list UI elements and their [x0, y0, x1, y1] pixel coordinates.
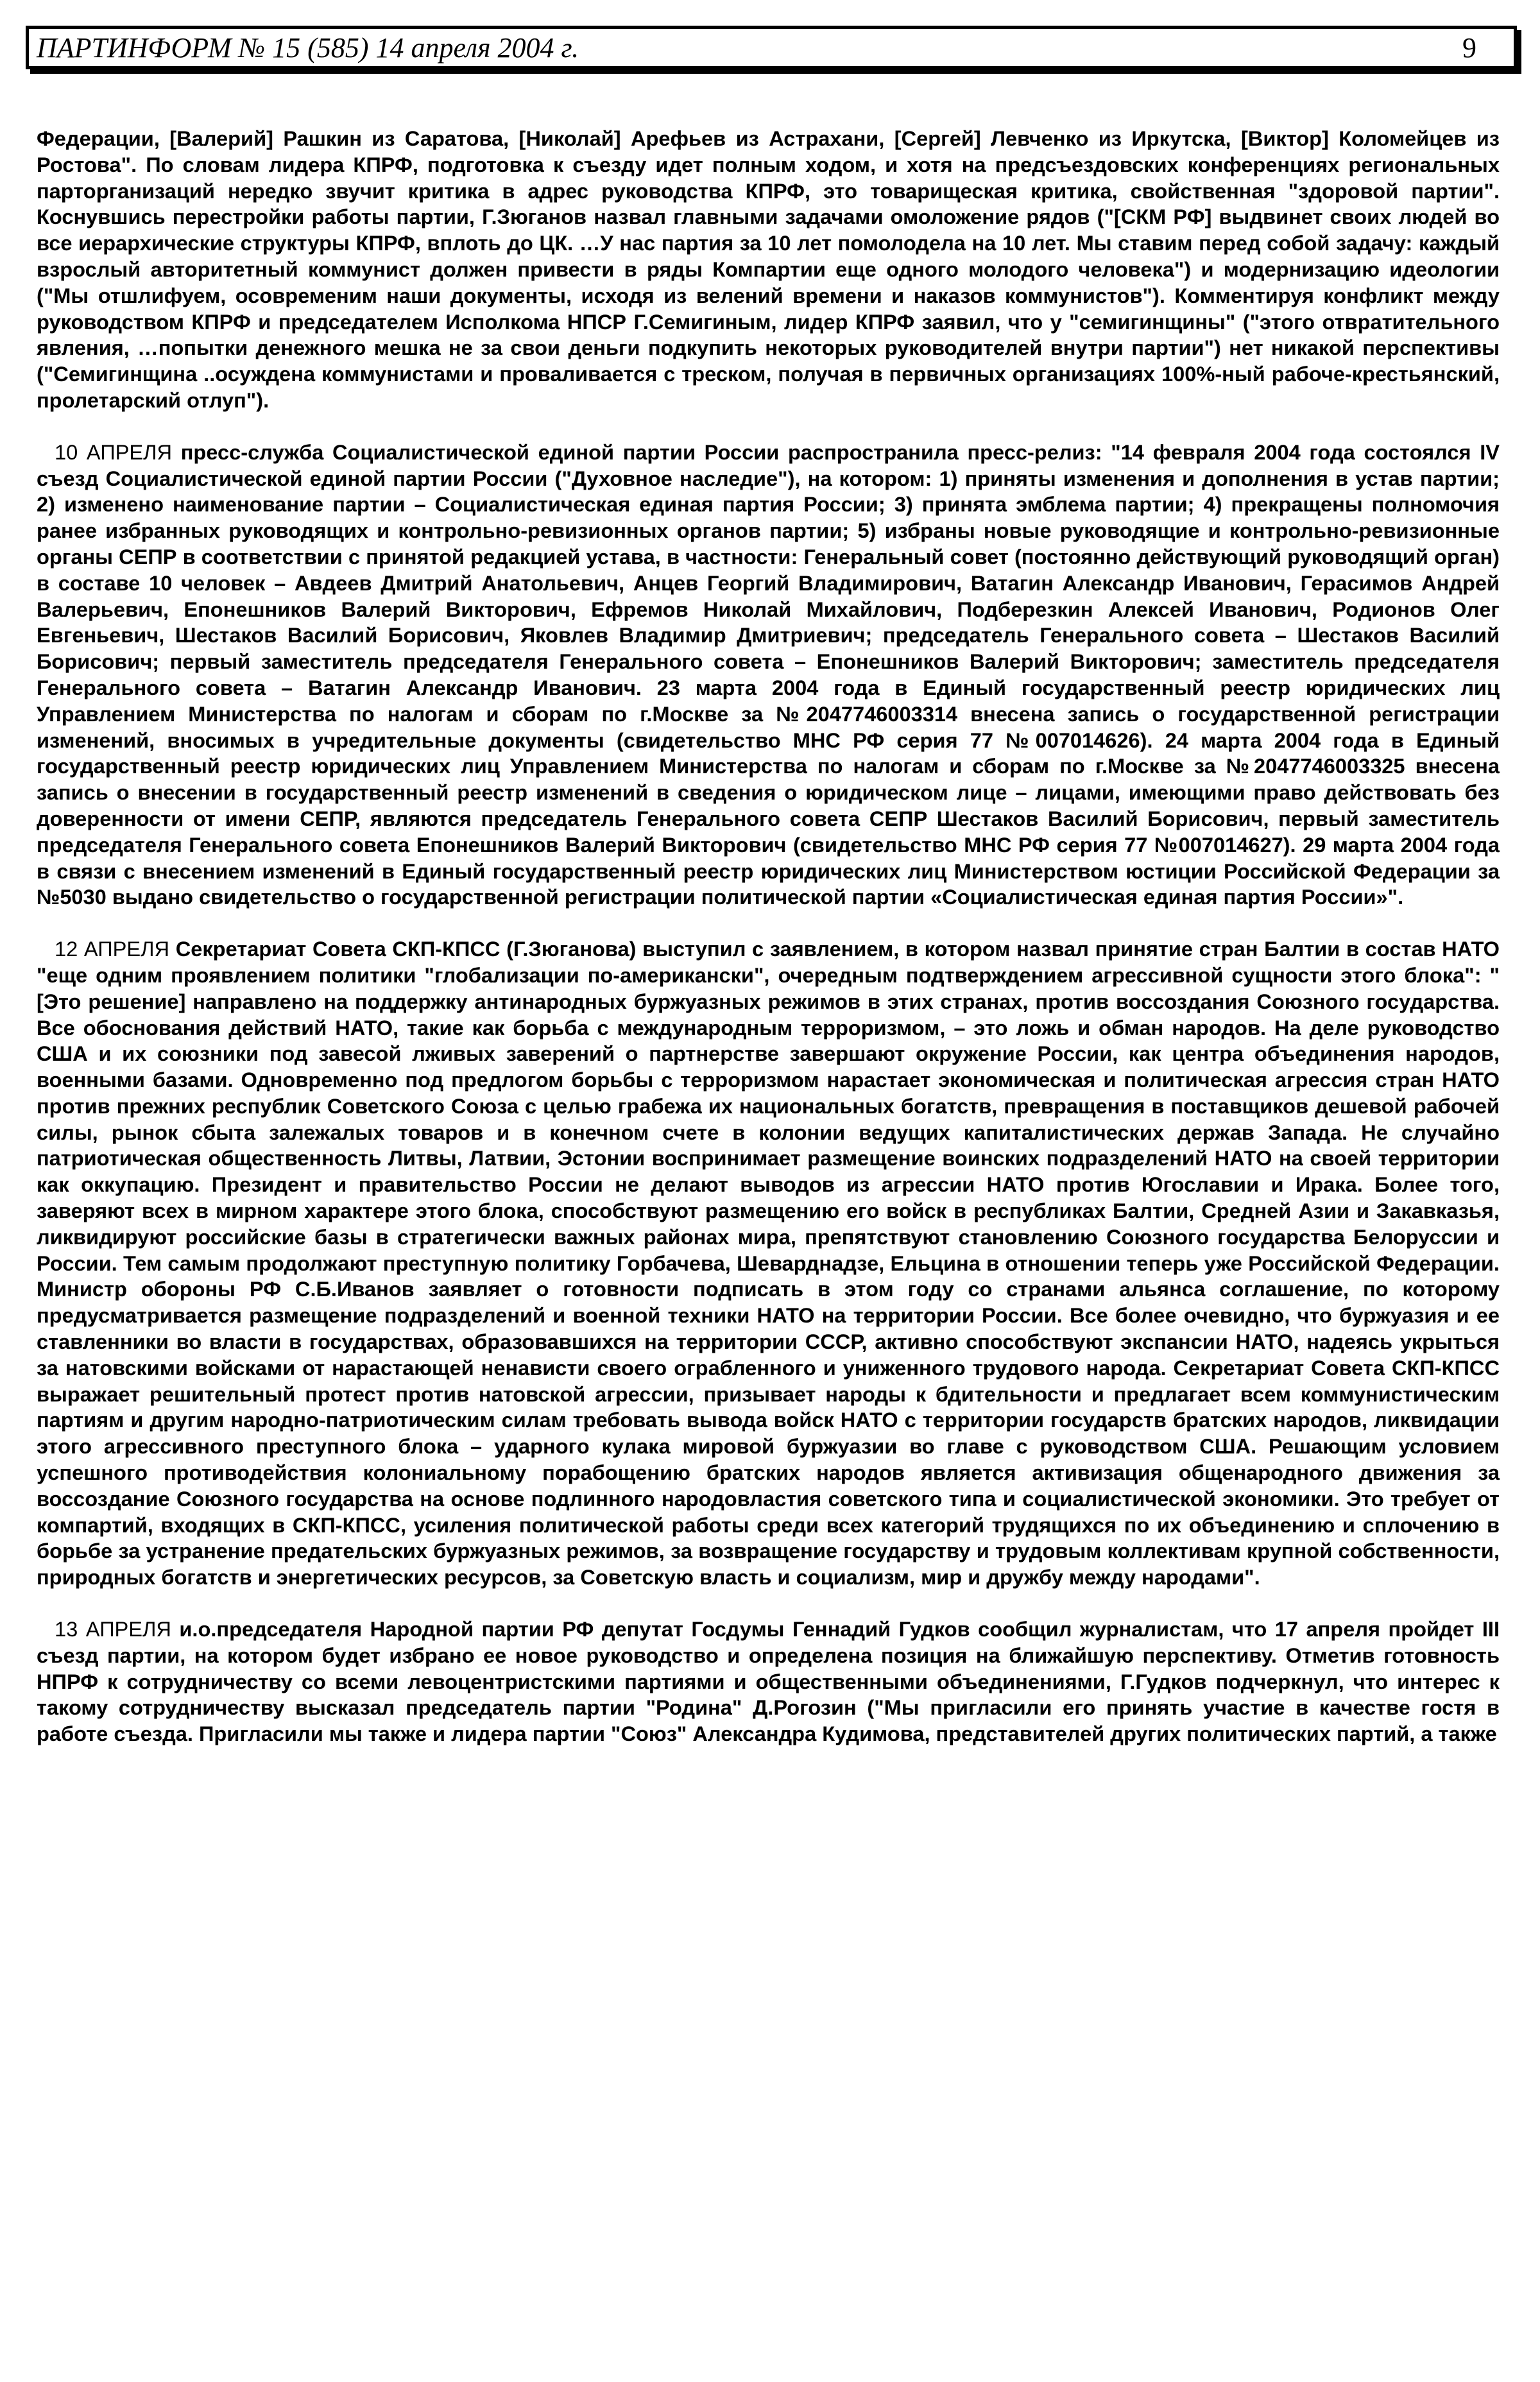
- paragraph-april-12: [37, 936, 1500, 1591]
- article-body: [37, 126, 1500, 1747]
- publication-title: ПАРТИНФОРМ № 15 (585) 14 апреля 2004 г.: [37, 32, 579, 64]
- page-number: 9: [1462, 32, 1476, 64]
- paragraph-text: и.о.председателя Народной партии РФ депутат Госдумы Геннадий Гудков сообщил журналистам, что 17 апреля пройдет III съезд партии, на котором будет избрано ее новое руководство и определена позиция на ближайшую перспективу. Отметив готовность НПРФ к сотрудничеству со всеми левоцентристскими партиями и общественными объединениями, Г.Гудков подчеркнул, что интерес к такому сотрудничеству высказал председатель партии "Родина" Д.Рогозин ("Мы пригласили его принять участие в качестве гостя в работе съезда. Пригласили мы также и лидера партии "Союз" Александра Кудимова, представителей других политических партий, а также: [37, 1617, 1500, 1746]
- paragraph-continuation: [37, 126, 1500, 414]
- paragraph-text: Секретариат Совета СКП-КПСС (Г.Зюганова) выступил с заявлением, в котором назвал принятие стран Балтии в состав НАТО "еще одним проявлением политики "глобализации по-американски", очередным подтверждением агрессивной сущности этого блока": "[Это решение] направлено на поддержку антинародных буржуазных режимов в этих странах, против воссоздания Союзного государства. Все обоснования действий НАТО, такие как борьба с международным терроризмом, – это ложь и обман народов. На деле руководство США и их союзники под завесой лживых заверений о партнерстве завершают окружение России, как центра объединения народов, военными базами. Одновременно под предлогом борьбы с терроризмом нарастает экономическая и политическая агрессия стран НАТО против прежних республик Советского Союза с целью грабежа их национальных богатств, превращения в поставщиков дешевой рабочей силы, рынок сбыта залежалых товаров и в конечном счете в колонии ведущих капиталистических держав Запада. Не случайно патриотическая общественность Литвы, Латвии, Эстонии воспринимает размещение воинских подразделений НАТО на своей территории как оккупацию. Президент и правительство России не делают выводов из агрессии НАТО против Югославии и Ирака. Более того, заверяют всех в мирном характере этого блока, способствуют размещению его войск в республиках Балтии, Средней Азии и Закавказья, ликвидируют российские базы в стратегически важных районах мира, препятствуют становлению Союзного государства Белоруссии и России. Тем самым продолжают преступную политику Горбачева, Шеварднадзе, Ельцина в отношении теперь уже Российской Федерации. Министр обороны РФ С.Б.Иванов заявляет о готовности подписать в этом году со странами альянса соглашение, по которому предусматривается размещение подразделений и военной техники НАТО на территории России. Все более очевидно, что буржуазия и ее ставленники во власти в государствах, образовавшихся на территории СССР, активно способствуют экспансии НАТО, надеясь укрыться за натовскими войсками от нарастающей ненависти своего ограбленного и униженного трудового народа. Секретариат Совета СКП-КПСС выражает решительный протест против натовской агрессии, призывает народы к бдительности и предлагает всем коммунистическим партиям и другим народно-патриотическим силам требовать вывода войск НАТО с территории государств братских народов, ликвидации этого агрессивного преступного блока – ударного кулака мировой буржуазии во главе с руководством США. Решающим условием успешного противодействия колониальному порабощению братских народов является активизация общенародного движения за воссоздание Союзного государства на основе подлинного народовластия советского типа и социалистической экономики. Это требует от компартий, входящих в СКП-КПСС, усиления политической работы среди всех категорий трудящихся по их объединению и сплочению в борьбе за устранение предательских буржуазных режимов, за возвращение государству и трудовым коллективам крупной собственности, природных богатств и энергетических ресурсов, за Советскую власть и социализм, мир и дружбу между народами".: [37, 937, 1500, 1589]
- page-header: [26, 26, 1517, 69]
- paragraph-april-13: [37, 1616, 1500, 1747]
- paragraph-text: Федерации, [Валерий] Рашкин из Саратова, [Николай] Арефьев из Астрахани, [Сергей] Левченко из Иркутска, [Виктор] Коломейцев из Ростова". По словам лидера КПРФ, подготовка к съезду идет полным ходом, и хотя на предсъездовских конференциях региональных парторганизаций нередко звучит критика в адрес руководства КПРФ, это товарищеская критика, свойственная "здоровой партии". Коснувшись перестройки работы партии, Г.Зюганов назвал главными задачами омоложение рядов ("[СКМ РФ] выдвинет своих людей во все иерархические структуры КПРФ, вплоть до ЦК. …У нас партия за 10 лет помолодела на 10 лет. Мы ставим перед собой задачу: каждый взрослый авторитетный коммунист должен привести в ряды Компартии еще одного молодого человека") и модернизацию идеологии ("Мы отшлифуем, осовременим наши документы, исходя из велений времени и наказов коммунистов"). Комментируя конфликт между руководством КПРФ и председателем Исполкома НПСР Г.Семигиным, лидер КПРФ заявил, что у "семигинщины" ("этого отвратительного явления, …попытки денежного мешка не за свои деньги подкупить некоторых руководителей внутри партии") нет никакой перспективы ("Семигинщина ..осуждена коммунистами и проваливается с треском, получая в первичных организациях 100%-ный рабоче-крестьянский, пролетарский отлуп").: [37, 126, 1500, 412]
- date-lead: 13 АПРЕЛЯ: [55, 1617, 171, 1641]
- paragraph-text: пресс-служба Социалистической единой партии России распространила пресс-релиз: "14 февраля 2004 года состоялся IV съезд Социалистической единой партии России ("Духовное наследие"), на котором: 1) приняты изменения и дополнения в устав партии; 2) изменено наименование партии – Социалистическая единая партия России; 3) принята эмблема партии; 4) прекращены полномочия ранее избранных руководящих и контрольно-ревизионных органов партии; 5) избраны новые руководящие и контрольно-ревизионные органы СЕПР в соответствии с принятой редакцией устава, в частности: Генеральный совет (постоянно действующий руководящий орган) в составе 10 человек – Авдеев Дмитрий Анатольевич, Анцев Георгий Владимирович, Ватагин Александр Иванович, Герасимов Андрей Валерьевич, Епонешников Валерий Викторович, Ефремов Николай Михайлович, Подберезкин Алексей Иванович, Родионов Олег Евгеньевич, Шестаков Василий Борисович, Яковлев Владимир Дмитриевич; председатель Генерального совета – Шестаков Василий Борисович; первый заместитель председателя Генерального совета – Епонешников Валерий Викторович; заместитель председателя Генерального совета – Ватагин Александр Иванович. 23 марта 2004 года в Единый государственный реестр юридических лиц Управлением Министерства по налогам и сборам по г.Москве за №2047746003314 внесена запись о государственной регистрации изменений, вносимых в учредительные документы (свидетельство МНС РФ серия 77 №007014626). 24 марта 2004 года в Единый государственный реестр юридических лиц Управлением Министерства по налогам и сборам по г.Москве за №2047746003325 внесена запись о внесении в государственный реестр изменений в сведения о юридическом лице – лицами, имеющими право действовать без доверенности от имени СЕПР, являются председатель Генерального совета СЕПР Шестаков Василий Борисович, первый заместитель председателя Генерального совета Епонешников Валерий Викторович (свидетельство МНС РФ серия 77 №007014627). 29 марта 2004 года в связи с внесением изменений в Единый государственный реестр юридических лиц Министерством юстиции Российской Федерации за №5030 выдано свидетельство о государственной регистрации политической партии «Социалистическая единая партия России»".: [37, 440, 1500, 909]
- date-lead: 10 АПРЕЛЯ: [55, 440, 173, 464]
- date-lead: 12 АПРЕЛЯ: [55, 937, 170, 961]
- paragraph-april-10: [37, 440, 1500, 911]
